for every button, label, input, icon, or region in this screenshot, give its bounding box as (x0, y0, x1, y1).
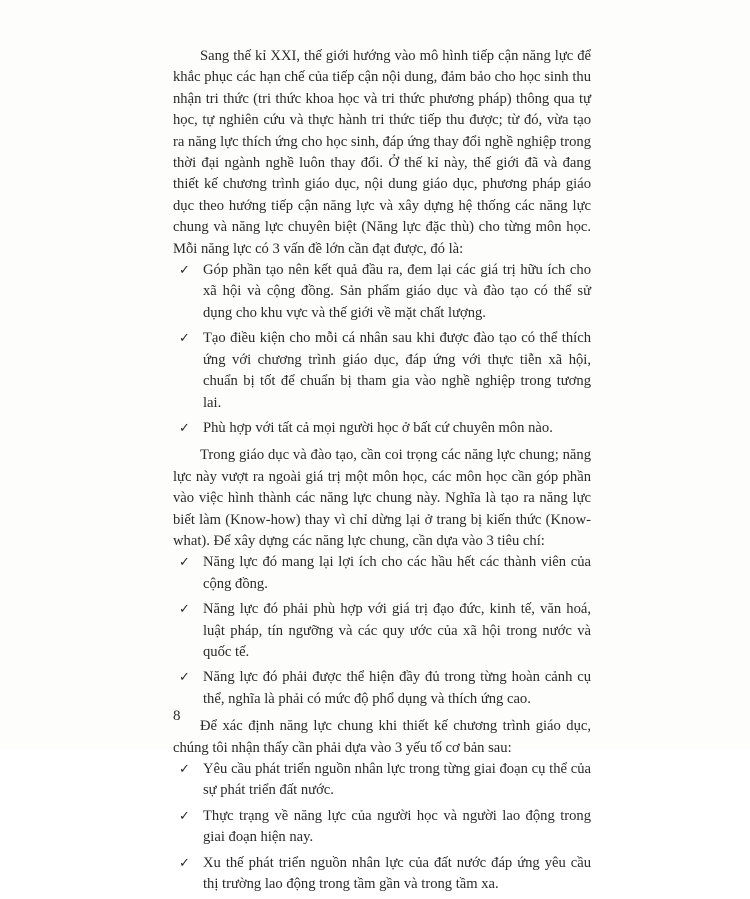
check-icon: ✓ (179, 762, 190, 777)
list-item (173, 759, 591, 802)
check-icon: ✓ (179, 420, 190, 436)
paragraph-3: Để xác định năng lực chung khi thiết kế chương trình giáo dục, chúng tôi nhận thấy cần phải dựa vào 3 yếu tố cơ bản sau: (173, 718, 591, 756)
paragraph-1: Sang thế kỉ XXI, thế giới hướng vào mô hình tiếp cận năng lực để khắc phục các hạn chế của tiếp cận nội dung, đảm bảo cho học sinh thu nhận tri thức (tri thức khoa học và tri thức phương pháp) thông qua tự học, tự nghiên cứu và thực hành tri thức tiếp thu được; từ đó, vừa tạo ra năng lực thích ứng cho học sinh, đáp ứng thay đổi nghề nghiệp trong thời đại ngành nghề luôn thay đổi. Ở thế kỉ này, thế giới đã và đang thiết kế chương trình giáo dục, nội dung giáo dục, phương pháp giáo dục theo hướng tiếp cận năng lực và xây dựng hệ thống các năng lực chung và năng lực chuyên biệt (Năng lực đặc thù) cho từng môn học. Mỗi năng lực có 3 vấn đề lớn cần đạt được, đó là: (173, 48, 591, 257)
list-item-text: Xu thế phát triển nguồn nhân lực của đất nước đáp ứng yêu cầu thị trường lao động trong tầm gần và trong tầm xa. (203, 854, 591, 893)
check-icon: ✓ (179, 602, 190, 618)
bullet-list-3 (173, 759, 591, 895)
list-item-text: Phù hợp với tất cả mọi người học ở bất cứ chuyên môn nào. (203, 419, 553, 436)
check-icon: ✓ (179, 808, 190, 824)
list-item (173, 418, 591, 439)
paragraph-2: Trong giáo dục và đào tạo, cần coi trọng các năng lực chung; năng lực này vượt ra ngoài giá trị một môn học, các môn học cần góp phần vào việc hình thành các năng lực chung này. Nghĩa là tạo ra năng lực biết làm (Know-how) thay vì chỉ dừng lại ở trang bị kiến thức (Know-what). Để xây dựng các năng lực chung, cần dựa vào 3 tiêu chí: (173, 447, 591, 549)
list-item-text: Tạo điều kiện cho mỗi cá nhân sau khi được đào tạo có thể thích ứng với chương trình giáo dục, đáp ứng với thực tiễn xã hội, chuẩn bị tốt để chuẩn bị tham gia vào nghề nghiệp trong tương lai. (203, 330, 591, 411)
list-item-text: Thực trạng về năng lực của người học và người lao động trong giai đoạn hiện nay. (203, 807, 591, 846)
check-icon: ✓ (179, 855, 190, 871)
list-item (173, 853, 591, 896)
list-item (173, 599, 591, 663)
list-item (173, 667, 591, 710)
list-item-text: Năng lực đó phải được thể hiện đầy đủ trong từng hoàn cảnh cụ thể, nghĩa là phải có mức độ phổ dụng và thích ứng cao. (203, 669, 591, 707)
list-item-text: Góp phần tạo nên kết quả đầu ra, đem lại các giá trị hữu ích cho xã hội và cộng đồng. Sản phẩm giáo dục và đào tạo có thể sử dụng cho khu vực và thế giới về mặt chất lượng. (203, 262, 591, 321)
list-item (173, 328, 591, 414)
list-item (173, 260, 591, 324)
check-icon: ✓ (179, 263, 190, 279)
page-number: 8 (173, 708, 181, 724)
list-item (173, 552, 591, 595)
list-item-text: Năng lực đó phải phù hợp với giá trị đạo đức, kinh tế, văn hoá, luật pháp, tín ngưỡng và các quy ước của xã hội trong nước và quốc tế. (203, 601, 591, 660)
bullet-list-1 (173, 260, 591, 439)
check-icon: ✓ (179, 331, 190, 347)
check-icon: ✓ (179, 555, 190, 571)
list-item (173, 806, 591, 849)
bullet-list-2 (173, 552, 591, 710)
check-icon: ✓ (179, 670, 190, 686)
list-item-text: Năng lực đó mang lại lợi ích cho các hầu hết các thành viên của cộng đồng. (203, 554, 591, 592)
list-item-text: Yêu cầu phát triển nguồn nhân lực trong từng giai đoạn cụ thể của sự phát triển đất nước. (203, 761, 591, 799)
text-body (173, 46, 591, 899)
